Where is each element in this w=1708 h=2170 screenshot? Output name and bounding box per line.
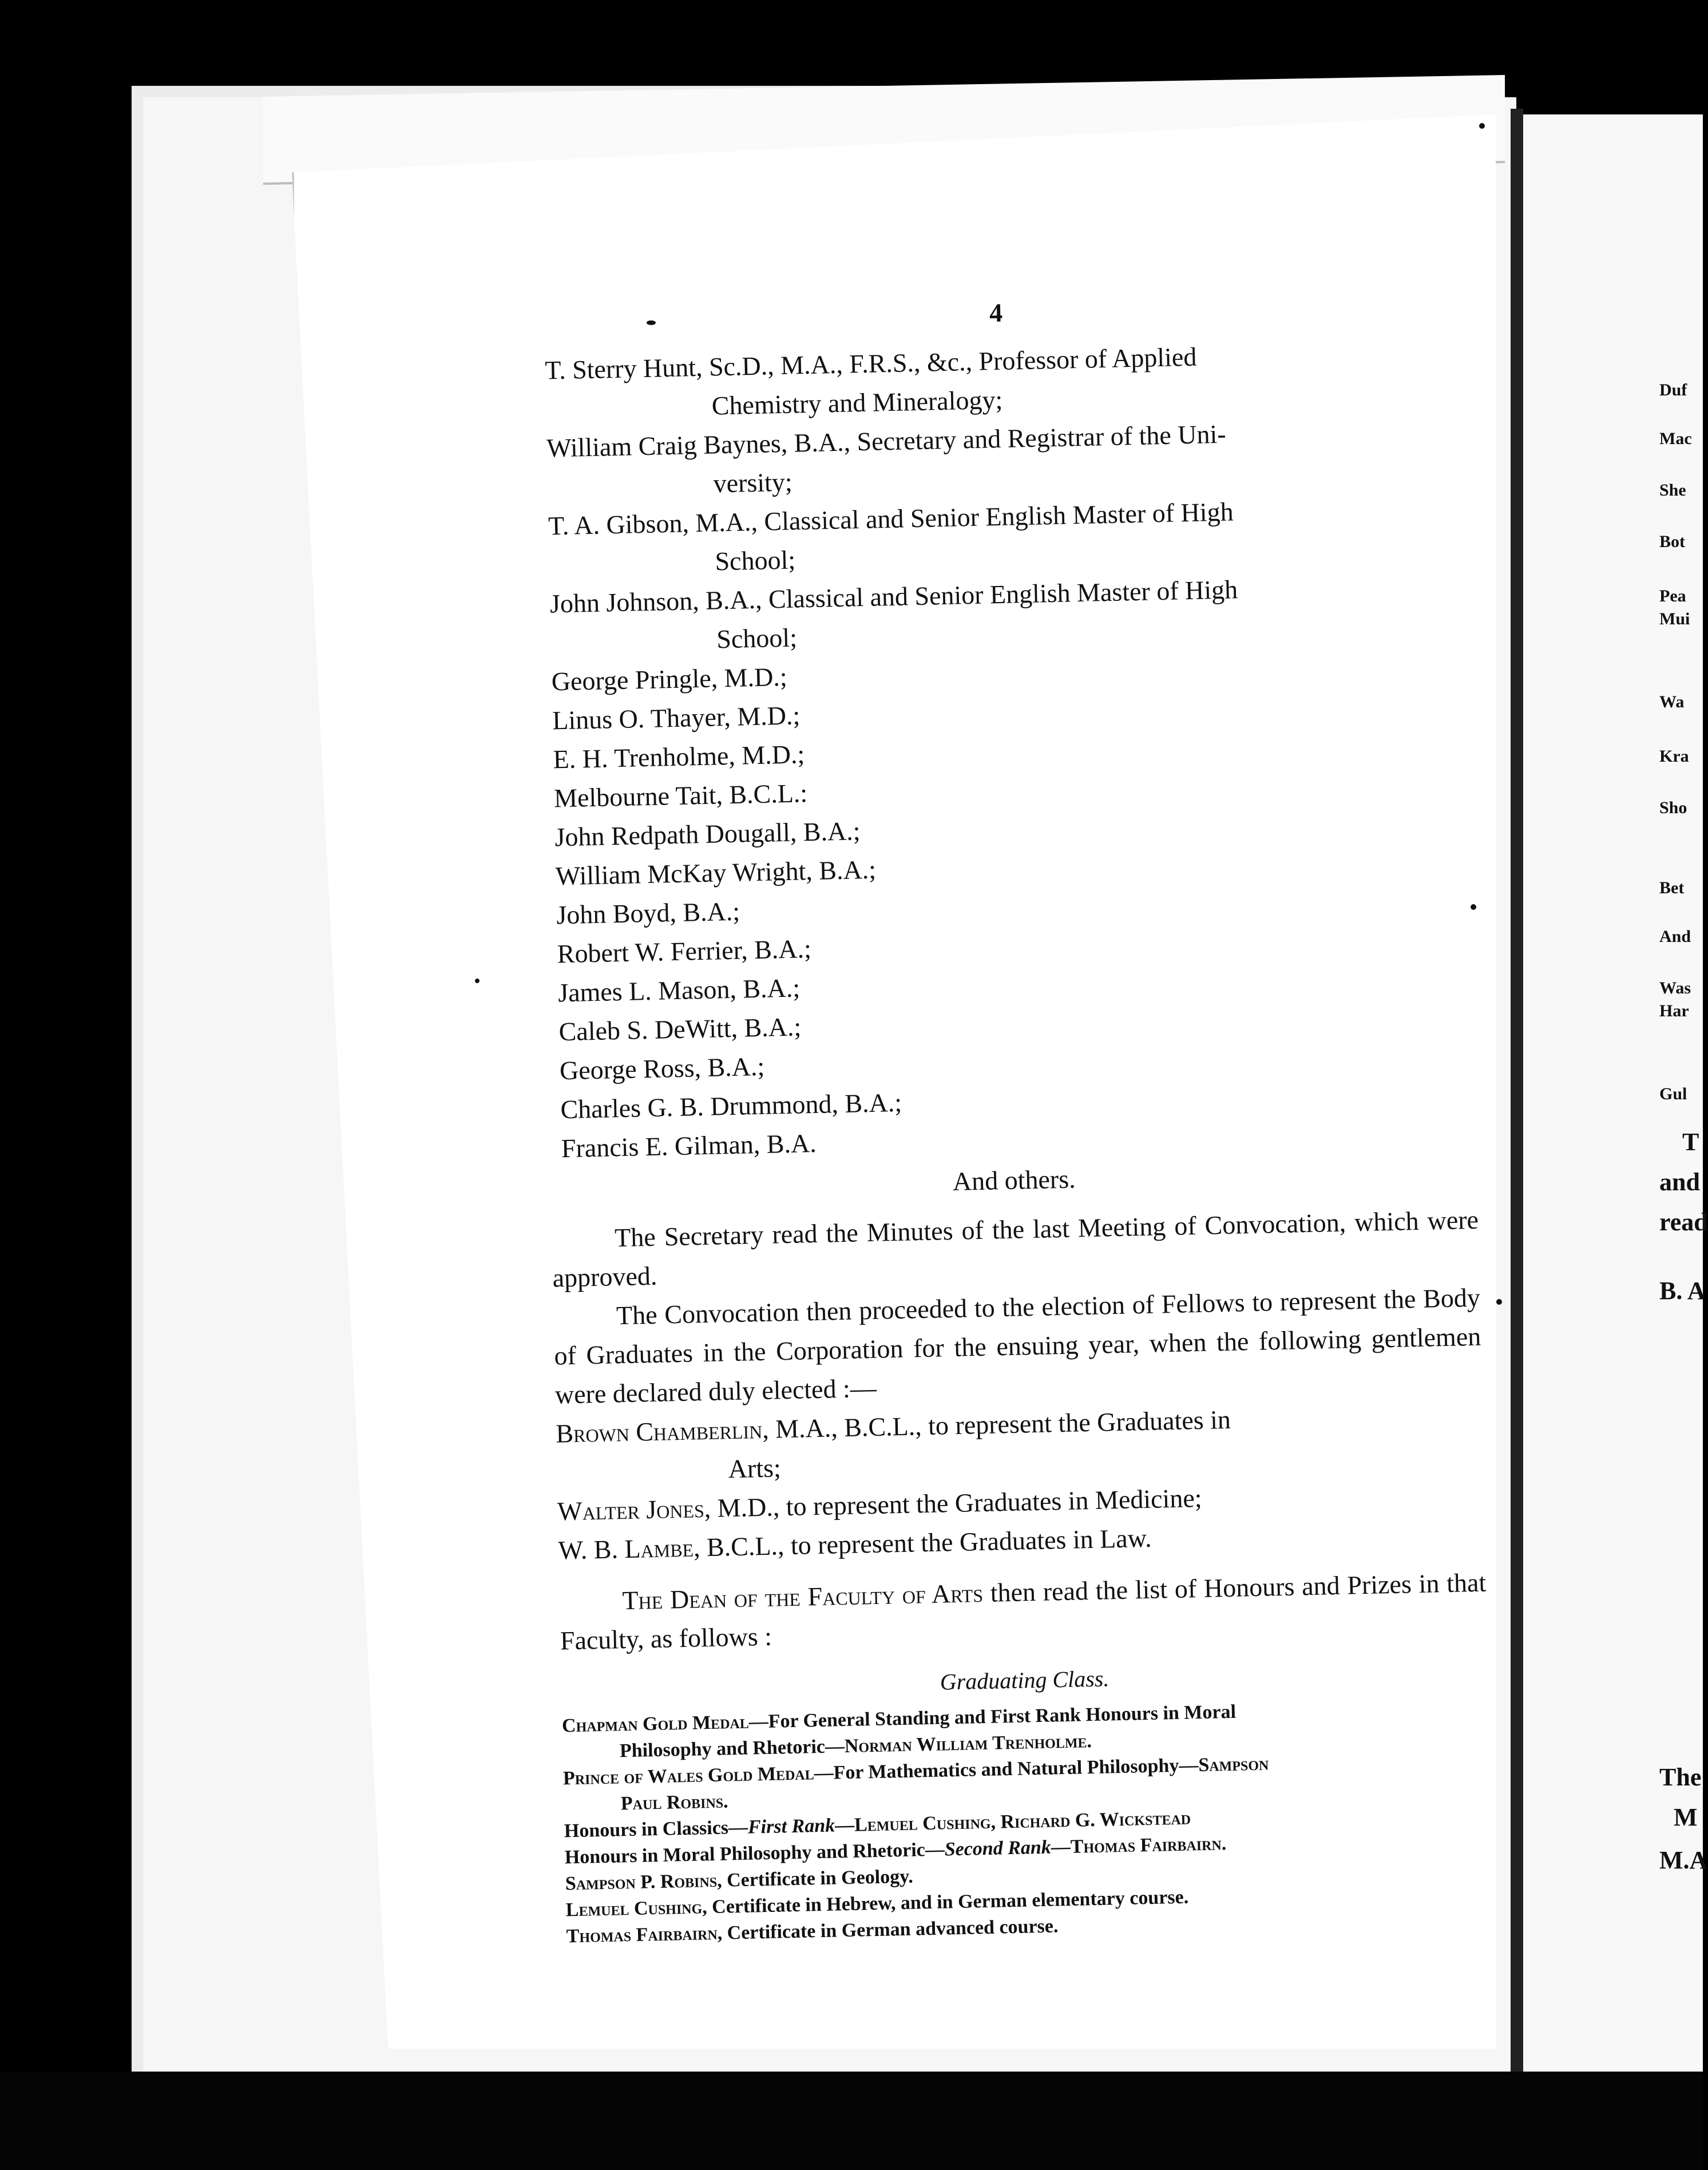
honour-entry: Chapman Gold Medal—For General Standing and First Rank Honours in Moral Philosophy and Rhetoric—Norman William Trenholme. <box>561 1701 1237 1762</box>
attendee-entry: George Pringle, M.D.; <box>551 662 788 696</box>
honour-entry: Honours in Moral Philosophy and Rhetoric—Second Rank—Thomas Fairbairn. <box>564 1833 1227 1868</box>
facing-fragment: M <box>1674 1803 1698 1831</box>
attendee-entry: Francis E. Gilman, B.A. <box>561 1128 817 1163</box>
facing-fragment: and <box>1659 1168 1700 1196</box>
honour-entry: Honours in Classics—First Rank—Lemuel Cushing, Richard G. Wickstead <box>564 1807 1191 1842</box>
honour-entry: Lemuel Cushing, Certificate in Hebrew, and in German elementary course. <box>565 1886 1189 1921</box>
facing-fragment: She <box>1659 481 1686 500</box>
scan-speck <box>1479 123 1485 129</box>
attendee-list <box>533 332 1477 1169</box>
facing-fragment: Was <box>1659 979 1691 997</box>
attendee-entry: Melbourne Tait, B.C.L.: <box>553 778 808 813</box>
facing-fragment: read <box>1659 1208 1708 1236</box>
minutes-paragraph: The Secretary read the Minutes of the last Meeting of Convocation, which were approved. <box>552 1205 1479 1293</box>
elected-fellow: W. B. Lambe, B.C.L., to represent the Graduates in Law. <box>558 1523 1152 1565</box>
attendee-entry: Linus O. Thayer, M.D.; <box>552 700 800 735</box>
honours-list <box>562 1694 1493 1950</box>
attendee-entry: John Redpath Dougall, B.A.; <box>554 816 861 852</box>
page-text-column <box>532 284 1493 1950</box>
facing-fragment: Sho <box>1659 798 1687 817</box>
elected-fellows-list <box>556 1395 1485 1570</box>
attendee-entry: Robert W. Ferrier, B.A.; <box>557 934 812 969</box>
attendee-entry: John Boyd, B.A.; <box>556 896 740 930</box>
attendee-entry: William McKay Wright, B.A.; <box>555 854 877 891</box>
facing-fragment: Gul <box>1659 1084 1687 1103</box>
facing-fragment: Mac <box>1659 429 1692 448</box>
attendee-entry: T. A. Gibson, M.A., Classical and Senior English Master of High School; <box>548 497 1234 576</box>
facing-fragment: The <box>1659 1763 1702 1791</box>
facing-fragment: Pea <box>1659 587 1686 605</box>
attendee-entry: James L. Mason, B.A.; <box>557 973 800 1008</box>
attendee-entry: Caleb S. DeWitt, B.A.; <box>558 1012 802 1047</box>
dean-intro-paragraph: The Dean of the Faculty of Arts then read the list of Honours and Prizes in that Faculty, as follows : <box>560 1567 1487 1656</box>
attendee-entry: John Johnson, B.A., Classical and Senior English Master of High School; <box>549 575 1238 654</box>
facing-fragment: B. A <box>1659 1277 1706 1305</box>
facing-fragment: Wa <box>1659 692 1685 711</box>
facing-fragment: Bot <box>1659 532 1685 551</box>
and-others-line: And others. <box>952 1164 1076 1196</box>
facing-fragment: Har <box>1659 1001 1689 1020</box>
book-gutter <box>1511 109 1523 2072</box>
facing-fragment: Mui <box>1659 609 1690 628</box>
page-number: 4 <box>989 298 1003 328</box>
facing-fragment: T <box>1682 1128 1699 1156</box>
attendee-entry: George Ross, B.A.; <box>559 1051 765 1086</box>
honour-entry: Sampson P. Robins, Certificate in Geology. <box>565 1866 914 1895</box>
honour-entry: Prince of Wales Gold Medal—For Mathematics and Natural Philosophy—Sampson Paul Robins. <box>562 1753 1269 1815</box>
attendee-entry: E. H. Trenholme, M.D.; <box>553 739 805 774</box>
scan-speck <box>475 979 479 983</box>
facing-fragment: Kra <box>1659 747 1689 766</box>
attendee-entry: T. Sterry Hunt, Sc.D., M.A., F.R.S., &c., Professor of Applied Chemistry and Mineralogy; <box>544 342 1197 421</box>
scan-bottom-edge <box>0 2072 1703 2170</box>
election-paragraph: The Convocation then proceeded to the election of Fellows to represent the Body of Graduates in the Corporation for the ensuing year, when the following gentlemen were declared duly elected :— <box>553 1282 1481 1409</box>
elected-fellow: Brown Chamberlin, M.A., B.C.L., to represent the Graduates in Arts; <box>555 1404 1231 1484</box>
attendee-entry: Charles G. B. Drummond, B.A.; <box>560 1087 902 1124</box>
facing-fragment: Bet <box>1659 878 1685 897</box>
attendee-entry: William Craig Baynes, B.A., Secretary and Registrar of the Uni- versity; <box>546 419 1227 498</box>
section-heading: Graduating Class. <box>940 1665 1109 1695</box>
facing-fragment: Duf <box>1659 381 1687 399</box>
scan-speck <box>1496 1299 1502 1305</box>
facing-fragment: And <box>1659 927 1691 946</box>
elected-fellow: Walter Jones, M.D., to represent the Graduates in Medicine; <box>557 1483 1202 1526</box>
facing-fragment: M.A <box>1659 1846 1708 1874</box>
honour-entry: Thomas Fairbairn, Certificate in German advanced course. <box>566 1915 1059 1947</box>
